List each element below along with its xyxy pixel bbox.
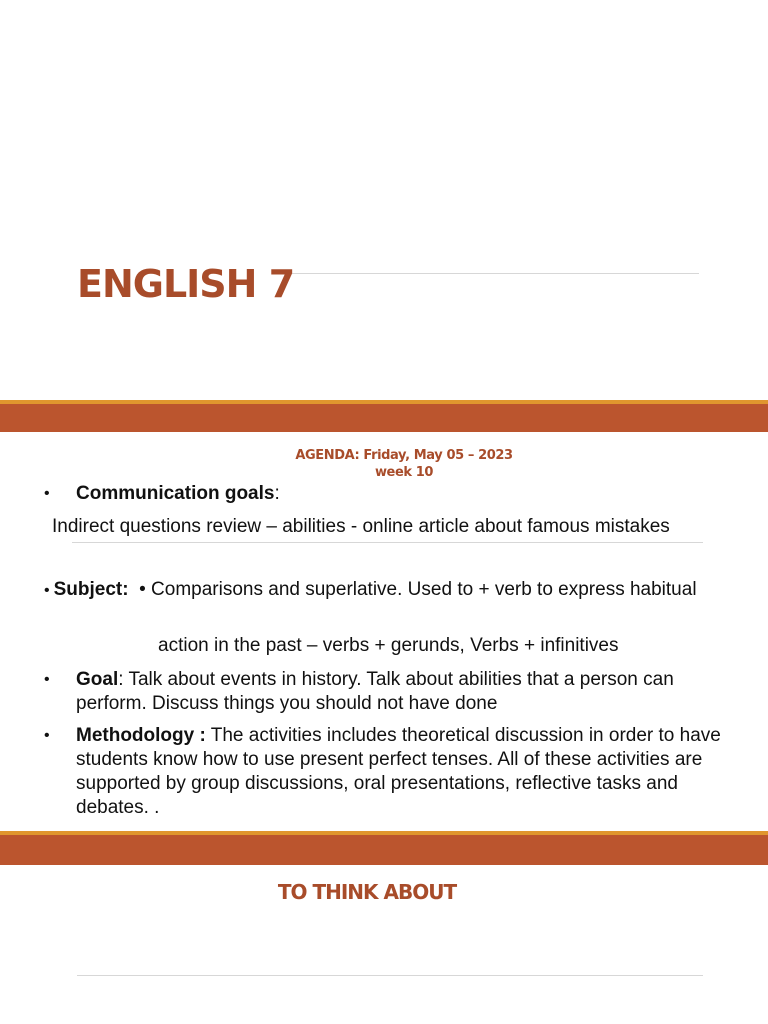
bullet-icon: • xyxy=(44,582,50,599)
goal-label: Goal xyxy=(76,669,119,690)
methodology-text: The activities includes theoretical discussion in order to have students know how to use present perfect tenses. All of these activities are supported by group discussions, oral presentations, reflective tasks and debates. . xyxy=(76,725,721,818)
methodology-item xyxy=(76,724,756,820)
title-rule xyxy=(283,273,699,274)
agenda-heading xyxy=(0,447,768,481)
footer-rule xyxy=(77,975,703,976)
bullet-icon: • xyxy=(44,727,50,744)
goal-item xyxy=(76,668,736,716)
agenda-rule xyxy=(72,542,703,543)
slide-divider-band xyxy=(0,404,768,432)
bullet-icon: • xyxy=(44,485,50,502)
communication-goals-heading xyxy=(76,482,280,506)
bullet-icon: • xyxy=(44,671,50,688)
agenda-week: week 10 xyxy=(374,465,434,480)
communication-goals-detail: Indirect questions review – abilities - online article about famous mistakes xyxy=(52,516,670,537)
to-think-about-heading: TO THINK ABOUT xyxy=(277,880,457,904)
communication-goals-colon: : xyxy=(274,483,280,504)
slide-title: ENGLISH 7 xyxy=(77,262,295,306)
methodology-label: Methodology : xyxy=(76,725,206,746)
subject-text: • Comparisons and superlative. Used to + verb to express habitual xyxy=(128,579,697,600)
slide-divider-band xyxy=(0,835,768,865)
subject-label: Subject: xyxy=(53,579,129,600)
goal-text: : Talk about events in history. Talk about abilities that a person can perform. Discuss things you should not have done xyxy=(76,669,674,714)
communication-goals-label: Communication goals xyxy=(76,483,275,504)
subject-line xyxy=(44,578,697,603)
agenda-date: AGENDA: Friday, May 05 – 2023 xyxy=(295,448,513,463)
subject-text-continued: action in the past – verbs + gerunds, Verbs + infinitives xyxy=(158,635,619,656)
